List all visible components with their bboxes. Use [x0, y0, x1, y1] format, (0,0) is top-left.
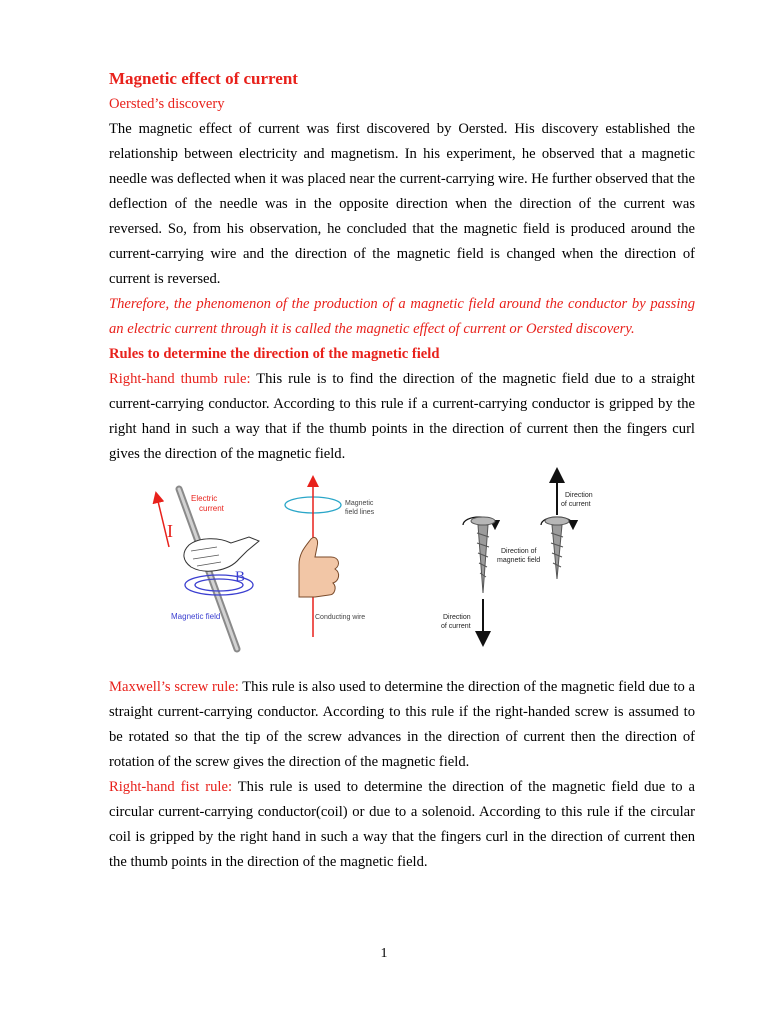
rule-screw-text: This rule is also used to determine the direction of the magnetic field due to a straight current-carrying conductor. According to this rule if the right-handed screw is assumed to be rotated so that the tip of the screw advances in the direction of current then the direction of rotation of the screw gives the direction of the magnetic field.	[109, 679, 696, 770]
page-title: Magnetic effect of current	[109, 69, 298, 88]
label-bottom-direction-2: of current	[441, 623, 471, 630]
label-field-symbol: B	[235, 569, 246, 585]
paragraph-oersted: The magnetic effect of current was first discovered by Oersted. His discovery established the relationship between electricity and magnetism. In his experiment, he observed that a magnetic needle was deflected when it was placed near the current-carrying wire. He further observed that the deflection of the needle was in the opposite direction when the direction of the current was reversed. So, from his observation, he concluded that the magnetic field is produced around the current-carrying wire and the direction of the magnetic field is changed when the direction of current is reversed.	[109, 121, 695, 287]
rule-fist-name: Right-hand fist rule:	[109, 779, 233, 795]
rule-fist-paragraph	[109, 775, 695, 875]
rule-thumb-name: Right-hand thumb rule:	[109, 371, 251, 387]
label-bottom-direction-1: Direction	[443, 614, 471, 621]
section-heading-oersted: Oersted’s discovery	[109, 96, 225, 112]
rule-fist-text: This rule is used to determine the direction of the magnetic field due to a circular current-carrying conductor(coil) or due to a solenoid. According to this rule if the circular coil is gripped by the right hand in such a way that the fingers curl in the direction of current then the thumb points in the direction of the magnetic field.	[109, 779, 696, 870]
rule-thumb-text: This rule is to find the direction of the magnetic field due to a straight current-carrying conductor. According to this rule if a current-carrying conductor is gripped by the right hand in such a way that if the thumb points in the direction of current then the fingers curl gives the direction of the magnetic field.	[109, 371, 695, 462]
label-field-lines-2: field lines	[345, 509, 375, 516]
label-magnetic-field: Magnetic field	[171, 612, 221, 621]
label-current-symbol: I	[167, 521, 173, 541]
rule-screw-name: Maxwell’s screw rule:	[109, 679, 239, 695]
figure-illustrations	[109, 467, 695, 675]
rules-heading: Rules to determine the direction of the magnetic field	[109, 346, 440, 362]
label-mid-direction-2: magnetic field	[497, 557, 541, 564]
label-electric-current-1: Electric	[191, 494, 218, 503]
label-top-direction-1: Direction	[565, 492, 593, 499]
label-conducting-wire: Conducting wire	[315, 614, 366, 621]
definition-paragraph: Therefore, the phenomenon of the production of a magnetic field around the conductor by passing an electric current through it is called the magnetic effect of current or Oersted discovery.	[109, 296, 695, 337]
rules-figure	[109, 467, 695, 675]
rule-screw-paragraph	[109, 675, 695, 775]
document-body	[109, 66, 695, 875]
label-top-direction-2: of current	[561, 501, 591, 508]
label-field-lines-1: Magnetic	[345, 500, 374, 507]
rule-thumb-paragraph	[109, 367, 695, 467]
label-electric-current-2: current	[199, 504, 224, 513]
label-mid-direction-1: Direction of	[501, 548, 537, 555]
page-number: 1	[380, 946, 388, 961]
